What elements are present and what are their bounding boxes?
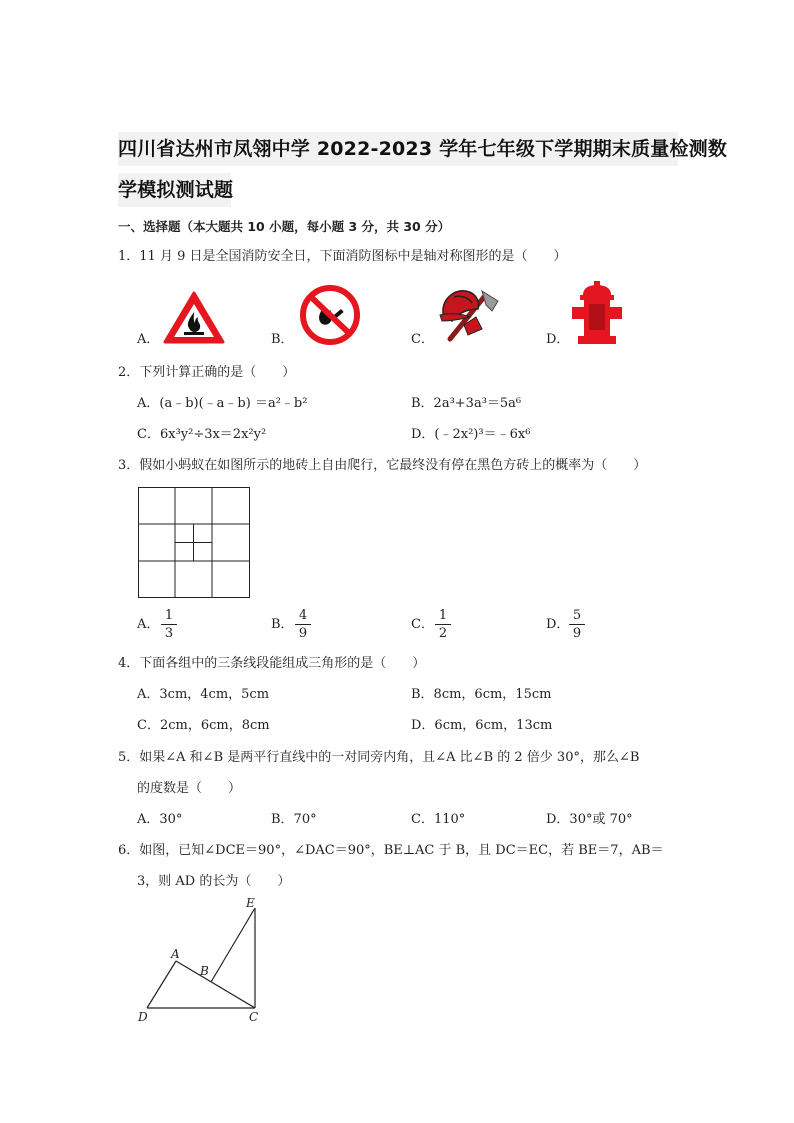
q1-option-c: C． xyxy=(411,332,434,347)
q1-option-b: B． xyxy=(271,332,294,347)
q5-option-d: D．30°或 70° xyxy=(546,812,633,827)
q2-option-c: C．6x³y²÷3x＝2x²y² xyxy=(137,427,267,442)
q3-option-c-label: C． xyxy=(411,617,434,632)
q6-stem-line-2: 3，则 AD 的长为（ ） xyxy=(137,874,291,889)
point-label-b: B xyxy=(200,964,209,978)
q2-option-d: D．(﹣2x²)³＝﹣6x⁶ xyxy=(411,427,531,442)
fire-hydrant-icon xyxy=(570,280,624,346)
point-label-c: C xyxy=(249,1010,259,1024)
q4-stem: 4．下面各组中的三条线段能组成三角形的是（ ） xyxy=(118,656,426,671)
q3-option-d-fraction: 5 9 xyxy=(569,608,585,641)
q4-option-b: B．8cm，6cm，15cm xyxy=(411,687,552,702)
q3-option-c-fraction: 1 2 xyxy=(435,608,451,641)
q5-option-b: B．70° xyxy=(271,812,317,827)
flammable-warning-icon xyxy=(162,290,226,346)
q3-option-d-label: D． xyxy=(546,617,570,632)
q3-stem: 3．假如小蚂蚁在如图所示的地砖上自由爬行，它最终没有停在黑色方砖上的概率为（ ） xyxy=(118,458,647,473)
q5-option-c: C．110° xyxy=(411,812,466,827)
q2-option-a: A．(a﹣b)(﹣a﹣b) ＝a²﹣b² xyxy=(137,396,308,411)
point-label-d: D xyxy=(138,1010,148,1024)
no-fire-icon xyxy=(298,283,362,347)
q1-stem: 1．11 月 9 日是全国消防安全日，下面消防图标中是轴对称图形的是（ ） xyxy=(118,249,567,264)
point-label-e: E xyxy=(246,896,255,910)
q6-stem-line-1: 6．如图，已知∠DCE＝90°，∠DAC＝90°，BE⊥AC 于 B，且 DC＝EC，若 BE＝7，AB＝ xyxy=(118,843,664,858)
q4-option-c: C．2cm，6cm，8cm xyxy=(137,718,270,733)
q3-option-b-fraction: 4 9 xyxy=(295,608,311,641)
q3-option-b-label: B． xyxy=(271,617,294,632)
floor-tile-grid-figure xyxy=(138,487,250,598)
q4-option-d: D．6cm，6cm，13cm xyxy=(411,718,553,733)
exam-title-line-1: 四川省达州市凤翎中学 2022-2023 学年七年级下学期期末质量检测数 xyxy=(118,132,678,166)
q5-option-a: A．30° xyxy=(137,812,183,827)
q2-stem: 2．下列计算正确的是（ ） xyxy=(118,365,296,380)
q5-stem-line-2: 的度数是（ ） xyxy=(137,781,242,796)
q5-stem-line-1: 5．如果∠A 和∠B 是两平行直线中的一对同旁内角，且∠A 比∠B 的 2 倍少 30°，那么∠B xyxy=(118,750,640,765)
fire-helmet-axe-icon xyxy=(438,283,500,345)
point-label-a: A xyxy=(171,947,180,961)
q1-option-a: A． xyxy=(137,332,160,347)
q3-option-a-fraction: 1 3 xyxy=(161,608,177,641)
section-heading: 一、选择题（本大题共 10 小题，每小题 3 分，共 30 分） xyxy=(118,219,451,234)
q1-option-d: D． xyxy=(546,332,570,347)
exam-title-line-2: 学模拟测试题 xyxy=(118,173,231,207)
q3-option-a-label: A． xyxy=(137,617,160,632)
q4-option-a: A．3cm，4cm，5cm xyxy=(137,687,270,702)
q6-geometry-figure xyxy=(130,890,280,1030)
q2-option-b: B．2a³+3a³＝5a⁶ xyxy=(411,396,522,411)
